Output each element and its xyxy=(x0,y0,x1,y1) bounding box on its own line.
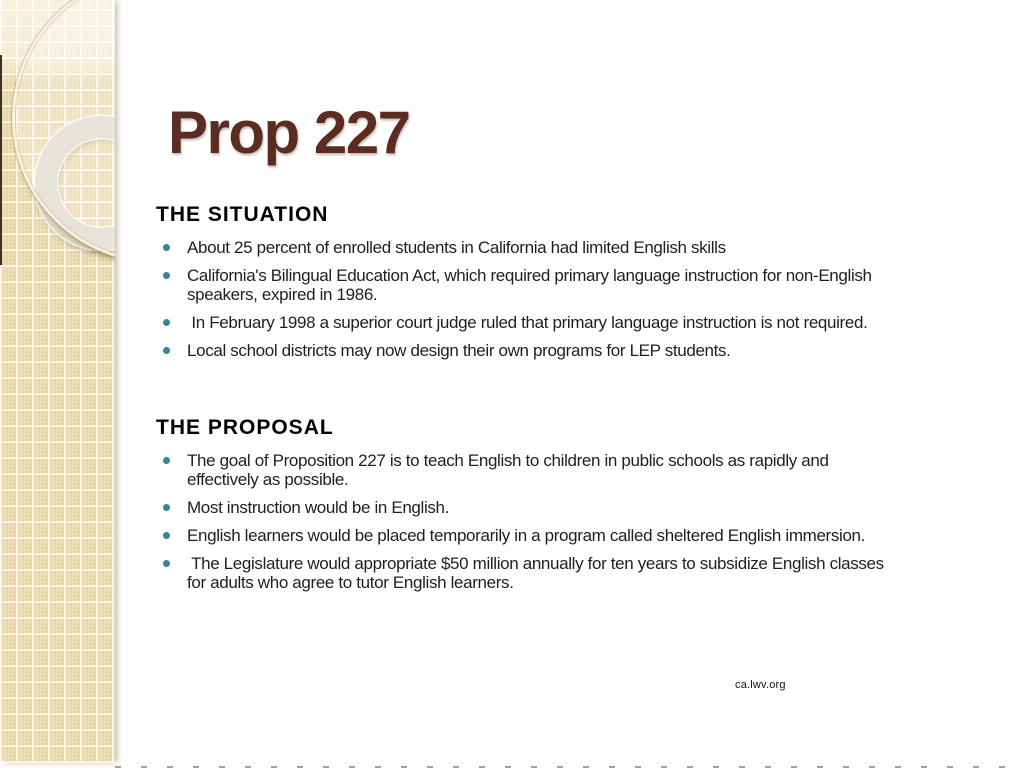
section-header: THE PROPOSAL xyxy=(156,416,334,439)
bullet-text xyxy=(187,238,726,257)
bullet-item xyxy=(156,498,996,517)
bullet-line: California's Bilingual Education Act, which required primary language instruction for non-English xyxy=(187,266,872,285)
bullet-text xyxy=(187,266,872,304)
bullet-dot-icon xyxy=(163,504,170,511)
bullet-item xyxy=(156,266,996,304)
bullet-dot-icon xyxy=(163,532,170,539)
bullet-item xyxy=(156,526,996,545)
bullet-dot-icon xyxy=(163,457,170,464)
bullet-line: In February 1998 a superior court judge ruled that primary language instruction is not required. xyxy=(187,313,868,332)
sidebar-texture xyxy=(0,0,115,763)
slide-title: Prop 227 xyxy=(168,99,410,167)
bullet-line: Most instruction would be in English. xyxy=(187,498,450,517)
source-url-text: ca.lwv.org xyxy=(735,679,786,691)
bullet-dot-icon xyxy=(163,244,170,251)
section-the-proposal xyxy=(156,417,996,601)
bullet-line: About 25 percent of enrolled students in California had limited English skills xyxy=(187,238,726,257)
bullet-line: speakers, expired in 1986. xyxy=(187,285,378,304)
section-header: THE SITUATION xyxy=(156,203,329,226)
section-the-situation xyxy=(156,204,996,369)
bullet-line: for adults who agree to tutor English learners. xyxy=(187,573,514,592)
bullet-text xyxy=(187,498,449,517)
bullet-line: Local school districts may now design their own programs for LEP students. xyxy=(187,341,731,360)
bullet-line: English learners would be placed temporarily in a program called sheltered English immersion. xyxy=(187,526,866,545)
bullet-line: effectively as possible. xyxy=(187,470,349,489)
bullet-line: The Legislature would appropriate $50 million annually for ten years to subsidize English classes xyxy=(187,554,884,573)
bullet-text xyxy=(187,526,865,545)
bullet-text xyxy=(187,554,884,592)
bullet-text xyxy=(187,341,731,360)
sidebar-left-accent-line xyxy=(0,55,2,265)
bullet-list xyxy=(156,451,996,592)
bullet-dot-icon xyxy=(163,347,170,354)
bullet-item xyxy=(156,451,996,489)
bullet-item xyxy=(156,554,996,592)
bullet-item xyxy=(156,238,996,257)
bullet-item xyxy=(156,313,996,332)
bullet-text xyxy=(187,313,867,332)
bullet-dot-icon xyxy=(163,560,170,567)
bullet-item xyxy=(156,341,996,360)
bullet-list xyxy=(156,238,996,360)
bullet-text xyxy=(187,451,829,489)
bullet-line: The goal of Proposition 227 is to teach English to children in public schools as rapidly and xyxy=(187,451,829,470)
bullet-dot-icon xyxy=(163,272,170,279)
bullet-dot-icon xyxy=(163,319,170,326)
